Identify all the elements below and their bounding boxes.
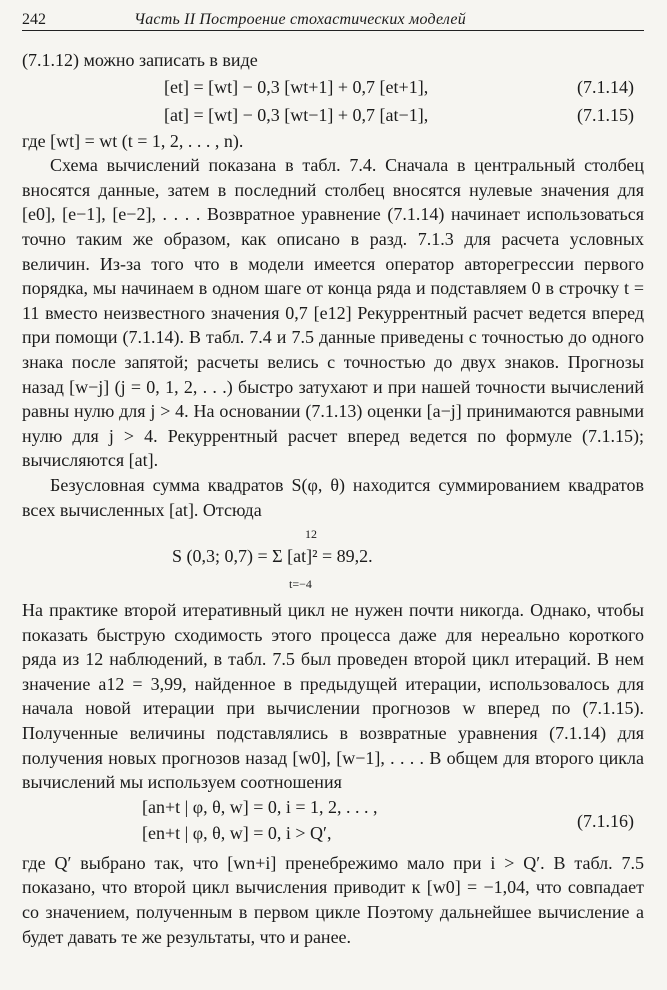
equation-formula: [et] = [wt] − 0,3 [wt+1] + 0,7 [et+1], [164,76,429,97]
sum-upper-limit: 12 [305,527,317,542]
equation-number: (7.1.15) [577,104,634,125]
sum-formula: S (0,3; 0,7) = Σ [at]² = 89,2. [172,546,373,567]
equation-7-1-15 [22,101,644,129]
paragraph-1: Схема вычислений показана в табл. 7.4. Сначала в центральный столбец вносятся данные, затем в последний столбец вносятся нулевые значения для [e0], [e−1], [e−2], . . . . Возвратное уравнение (7.1.14) начинает использоваться точно таким же образом, как описано в разд. 7.1.3 для расчета условных величин. Из-за того что в модели имеется оператор авторегрессии первого порядка, мы начинаем в одном шаге от конца ряда и подставляем 0 в строчку t = 11 вместо неизвестного значения 0,7 [e12] Рекуррентный расчет ведется вперед при помощи (7.1.14). В табл. 7.4 и 7.5 данные приведены с точностью до одного знака после запятой; расчеты велись с точностью до двух знаков. Прогнозы назад [w−j] (j = 0, 1, 2, . . .) быстро затухают и при нашей точности вычислений равны нулю для j > 4. На основании (7.1.13) оценки [a−j] принимаются равными нулю для j > 4. Рекуррентный расчет вперед ведется по формуле (7.1.15); вычисляются [at]. [22,155,644,471]
paragraph-3: На практике второй итеративный цикл не нужен почти никогда. Однако, чтобы показать быструю сходимость этого процесса даже для нереально короткого ряда из 12 наблюдений, в табл. 7.5 был проведен второй цикл итераций. В нем значение a12 = 3,99, найденное в предыдущей итерации, использовалось для начала новой итерации при вычислении прогнозов w вперед по (7.1.15). Полученные величины подставлялись в возвратные уравнения (7.1.14) для получения новых прогнозов назад [w0], [w−1], . . . . В общем для второго цикла вычислений мы используем соотношения [22,600,644,793]
sum-of-squares-equation [22,522,644,598]
sum-lower-limit: t=−4 [289,577,312,592]
equation-number: (7.1.14) [577,76,634,97]
paragraph-2: Безусловная сумма квадратов S(φ, θ) находится суммированием квадратов всех вычисленных [at]. Отсюда [22,474,644,520]
system-line-1: [an+t | φ, θ, w] = 0, i = 1, 2, . . . , [142,796,378,817]
page-body [22,48,644,949]
equation-7-1-14 [22,73,644,101]
page-number: 242 [22,11,46,28]
running-title: Часть II Построение стохастических моделей [134,11,466,28]
where-line: где [wt] = wt (t = 1, 2, . . . , n). [22,130,244,151]
intro-line: (7.1.12) можно записать в виде [22,50,258,70]
equation-formula: [at] = [wt] − 0,3 [wt−1] + 0,7 [at−1], [164,104,429,125]
equation-7-1-16 [22,795,644,851]
page-header [22,8,644,31]
equation-number: (7.1.16) [577,810,634,831]
paragraph-4: где Q′ выбрано так, что [wn+i] пренебрежимо мало при i > Q′. В табл. 7.5 показано, что второй цикл вычисления приводит к [w0] = −1,04, что совпадает со значением, полученным в первом цикле Поэтому дальнейшее вычисление a будет давать те же результаты, что и ранее. [22,852,644,947]
system-line-2: [en+t | φ, θ, w] = 0, i > Q′, [142,822,332,843]
